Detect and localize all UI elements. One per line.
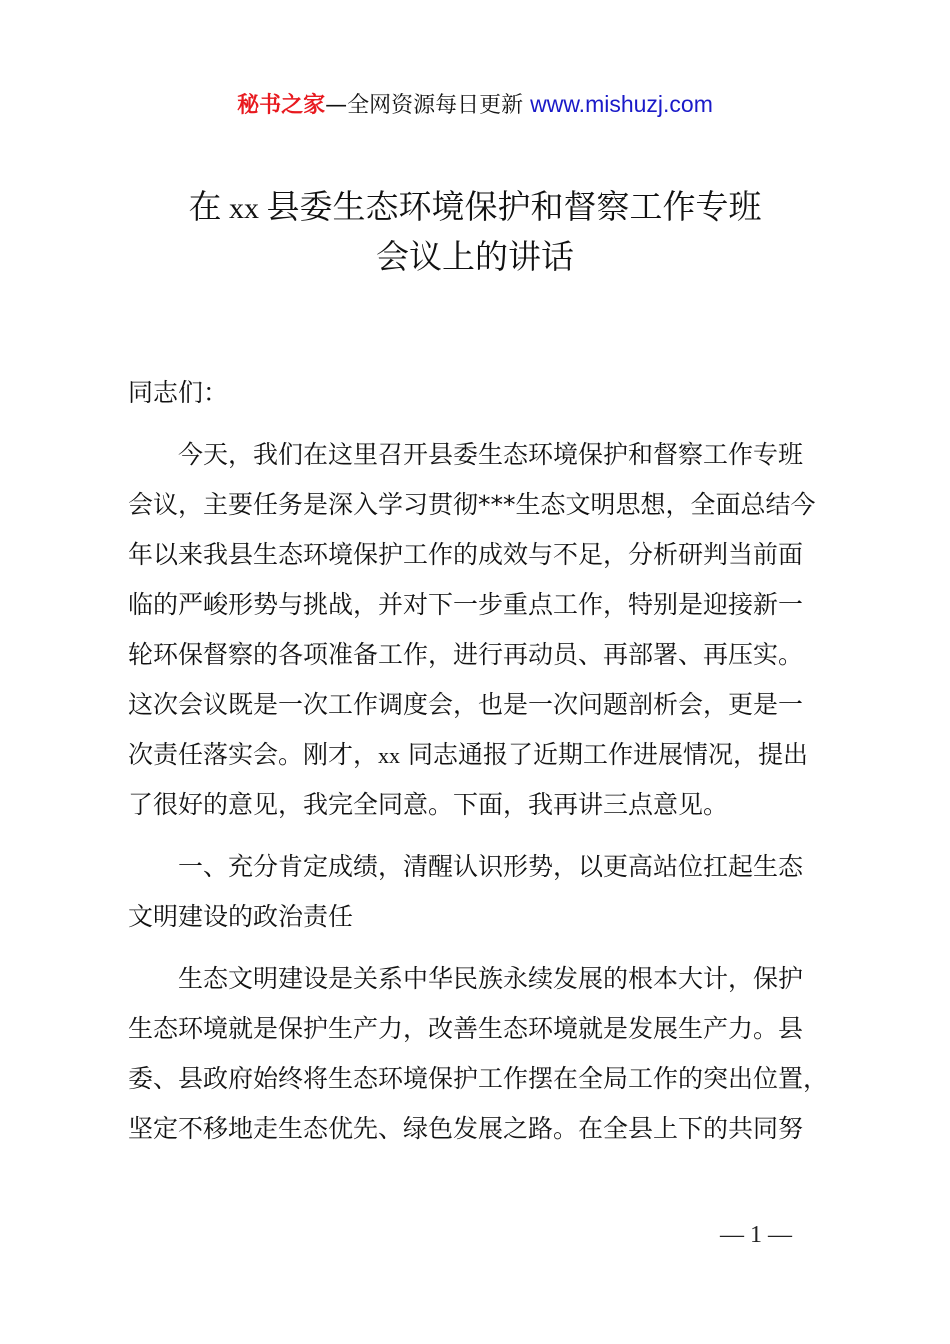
name-placeholder: xx	[378, 743, 401, 768]
section-heading-1	[128, 842, 848, 942]
paragraph-1	[128, 430, 848, 830]
paragraph-line: 会议，主要任务是深入学习贯彻***生态文明思想，全面总结今	[128, 490, 816, 519]
title-text: 县委生态环境保护和督察工作专班	[266, 187, 762, 226]
paragraph-line: 今天，我们在这里召开县委生态环境保护和督察工作专班	[178, 440, 804, 469]
title-line-1	[0, 182, 950, 232]
brand-name: 秘书之家	[237, 93, 326, 118]
paragraph-line: 临的严峻形势与挑战，并对下一步重点工作，特别是迎接新一	[128, 590, 804, 619]
paragraph-line: 生态文明建设是关系中华民族永续发展的根本大计，保护	[178, 964, 804, 993]
paragraph-text: 次责任落实会。刚才，	[128, 740, 379, 769]
paragraph-line: 年以来我县生态环境保护工作的成效与不足，分析研判当前面	[128, 540, 804, 569]
document-title	[0, 182, 950, 282]
paragraph-line	[128, 730, 848, 780]
salutation-block	[128, 368, 848, 418]
page-number: — 1 —	[720, 1222, 792, 1248]
paragraph-text: 同志通报了近期工作进展情况，提出	[400, 740, 808, 769]
salutation: 同志们：	[128, 378, 229, 407]
paragraph-line: 轮环保督察的各项准备工作，进行再动员、再部署、再压实。	[128, 640, 804, 669]
title-line-2: 会议上的讲话	[376, 237, 574, 276]
site-header	[0, 88, 950, 122]
heading-line: 一、充分肯定成绩，清醒认识形势，以更高站位扛起生态	[178, 852, 804, 881]
paragraph-line: 这次会议既是一次工作调度会，也是一次问题剖析会，更是一	[128, 690, 804, 719]
title-placeholder: xx	[221, 192, 267, 225]
heading-line: 文明建设的政治责任	[128, 902, 354, 931]
site-url-link[interactable]: www.mishuzj.com	[530, 91, 713, 117]
paragraph-line: 坚定不移地走生态优先、绿色发展之路。在全县上下的共同努	[128, 1114, 804, 1143]
paragraph-line: 了很好的意见，我完全同意。下面，我再讲三点意见。	[128, 790, 729, 819]
header-tagline: —全网资源每日更新	[325, 93, 524, 118]
paragraph-2	[128, 954, 848, 1154]
paragraph-line: 委、县政府始终将生态环境保护工作摆在全局工作的突出位置，	[128, 1064, 829, 1093]
paragraph-line: 生态环境就是保护生产力，改善生态环境就是发展生产力。县	[128, 1014, 804, 1043]
title-text: 在	[188, 187, 222, 226]
